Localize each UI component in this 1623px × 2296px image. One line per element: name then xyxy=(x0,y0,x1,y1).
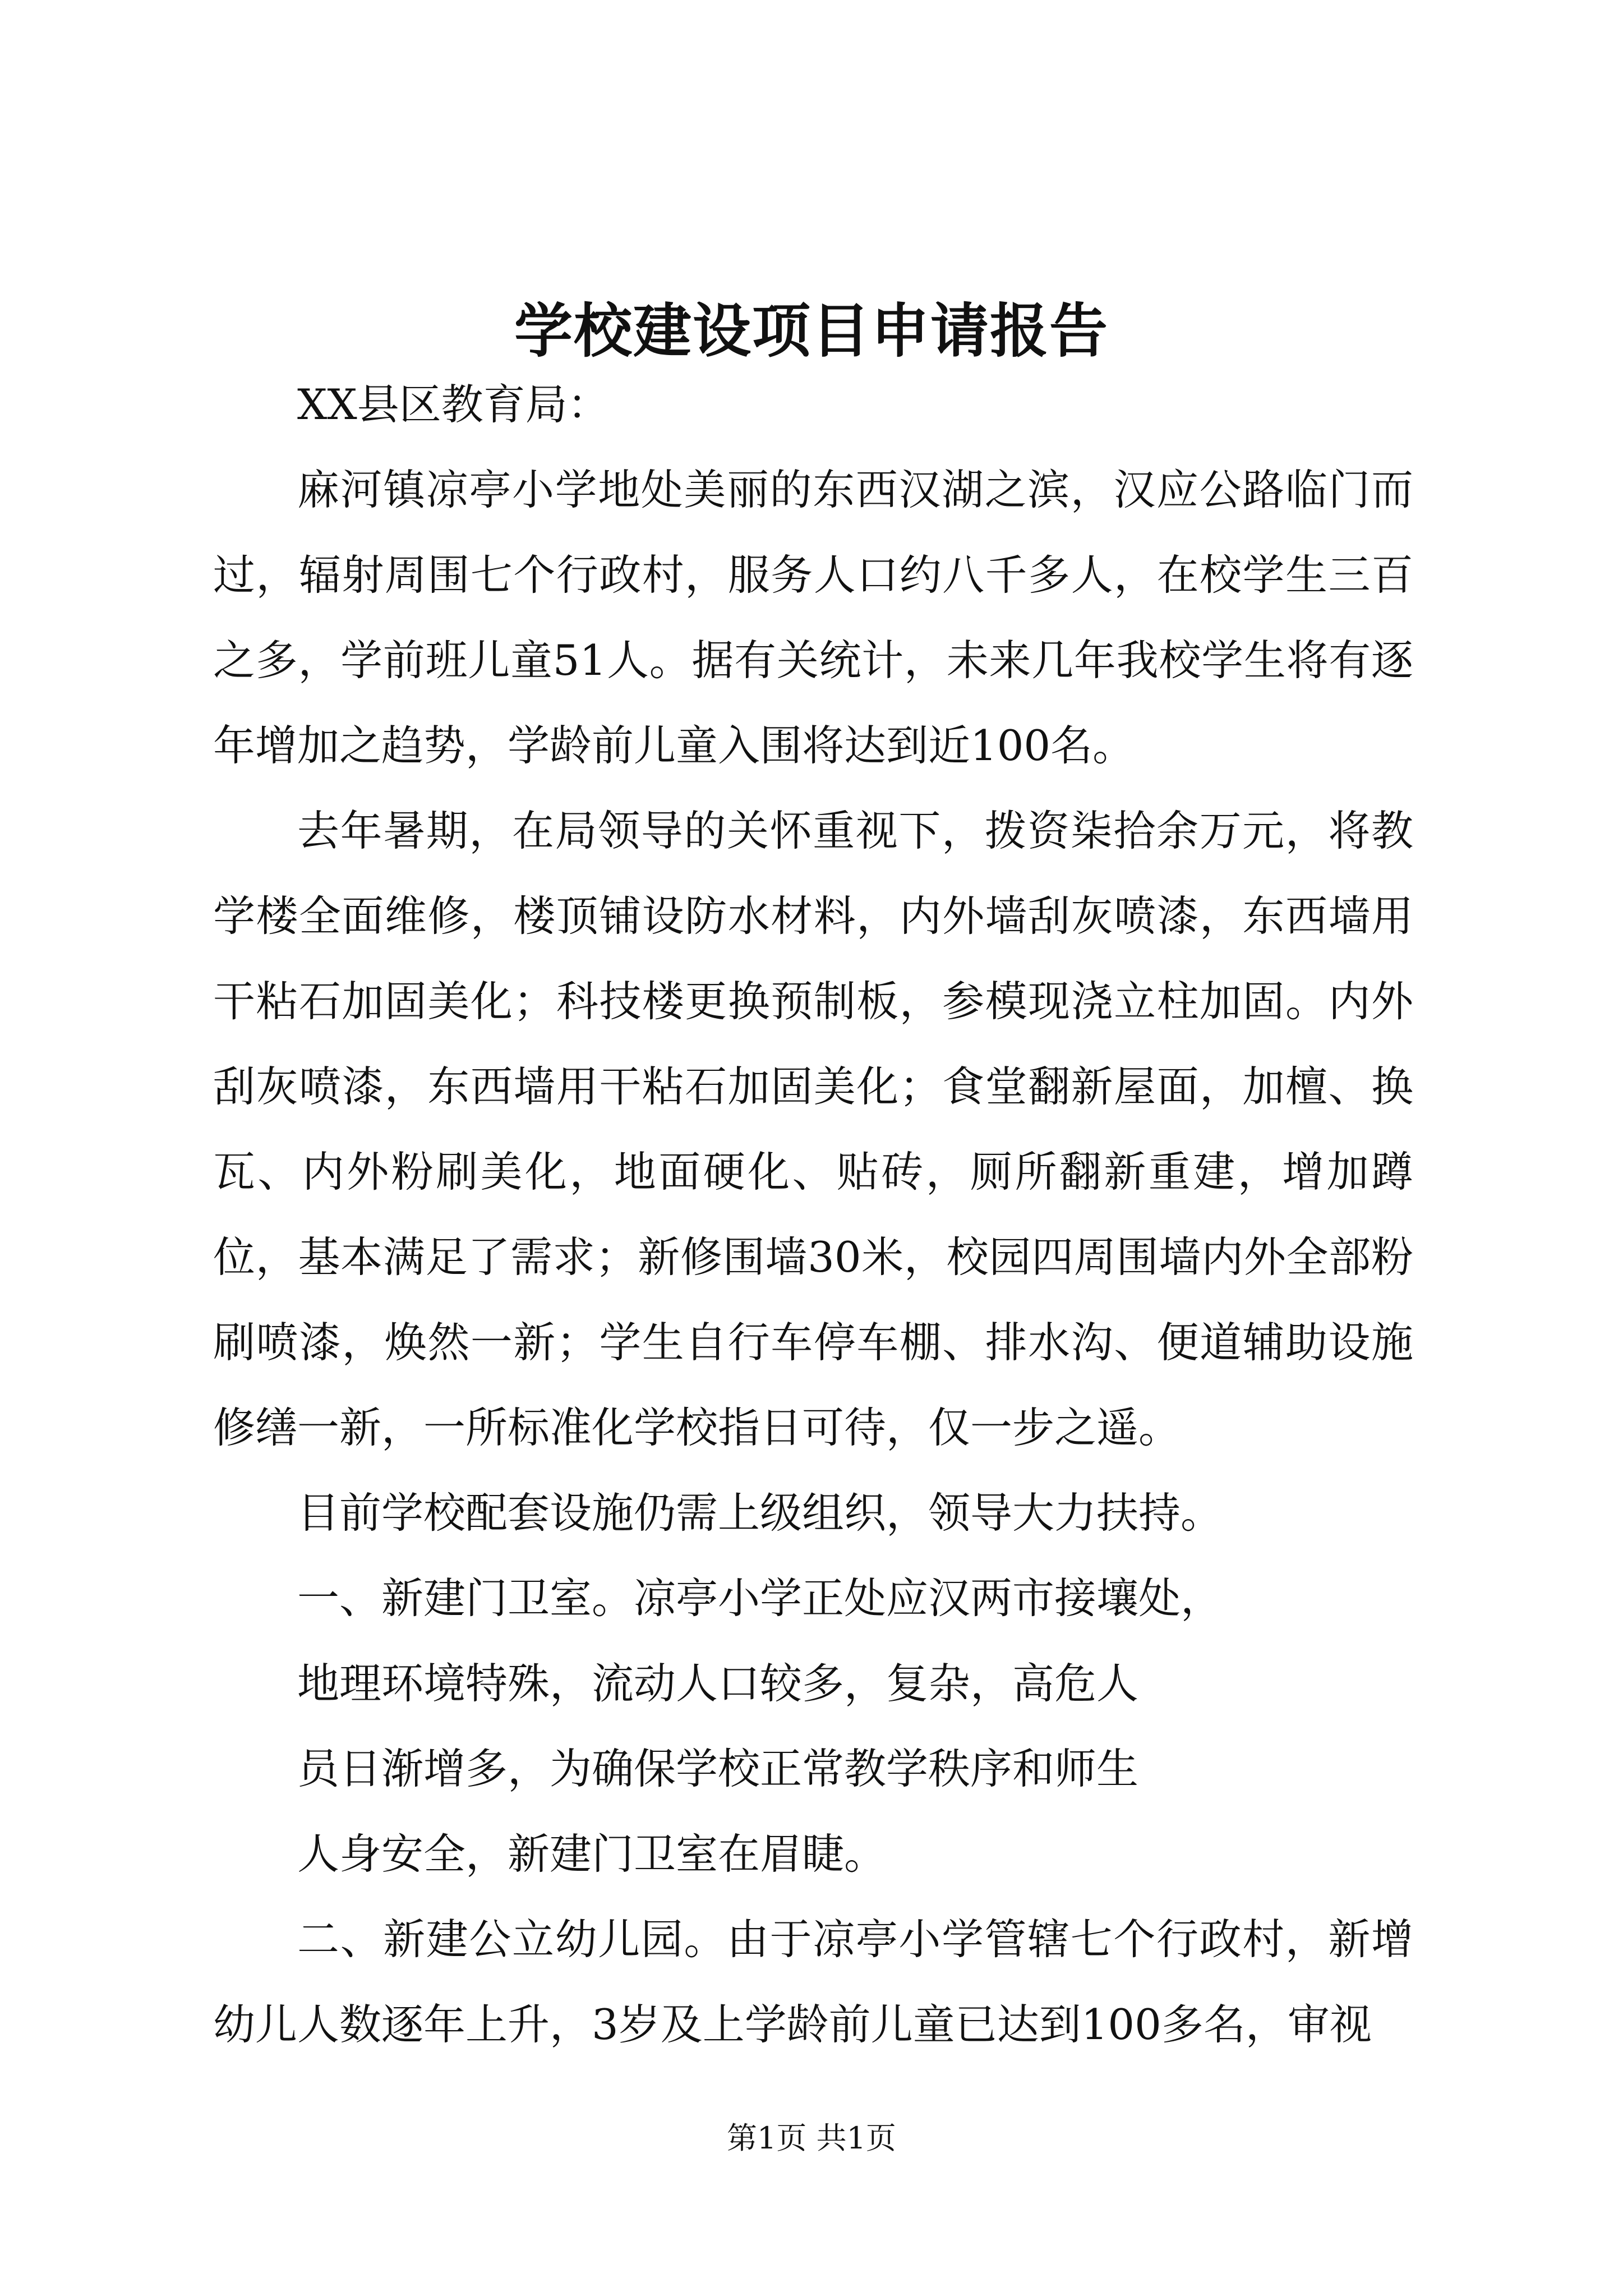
item-one-line-1: 一、新建门卫室。凉亭小学正处应汉两市接壤处， xyxy=(297,1573,1223,1623)
item-one-line-2: 地理环境特殊，流动人口较多，复杂，高危人 xyxy=(297,1659,1139,1708)
document-title: 学校建设项目申请报告 xyxy=(514,296,1109,365)
item-one-line-3: 员日渐增多，为确保学校正常教学秩序和师生 xyxy=(297,1744,1139,1793)
item-two-paragraph: 二、新建公立幼儿园。由于凉亭小学管辖七个行政村，新增幼儿人数逐年上升，3岁及上学龄前儿童已达到100多名，审视 xyxy=(213,1915,1413,2049)
paragraph-2: 去年暑期，在局领导的关怀重视下，拨资柒拾余万元，将教学楼全面维修，楼顶铺设防水材料，内外墙刮灰喷漆，东西墙用干粘石加固美化；科技楼更换预制板，参模现浇立柱加固。内外刮灰喷漆，东西墙用干粘石加固美化；食堂翻新屋面，加檀、换瓦、内外粉刷美化，地面硬化、贴砖，厕所翻新重建，增加蹲位，基本满足了需求；新修围墙30米，校园四周围墙内外全部粉刷喷漆，焕然一新；学生自行车停车棚、排水沟、便道辅助设施修缮一新，一所标准化学校指日可待，仅一步之遥。 xyxy=(213,806,1413,1452)
salutation: XX县区教育局： xyxy=(297,380,610,429)
item-one-line-4: 人身安全，新建门卫室在眉睫。 xyxy=(297,1829,887,1879)
paragraph-3: 目前学校配套设施仍需上级组织，领导大力扶持。 xyxy=(297,1488,1223,1538)
document-body xyxy=(213,362,1413,2067)
paragraph-1: 麻河镇凉亭小学地处美丽的东西汉湖之滨，汉应公路临门而过，辐射周围七个行政村，服务人口约八千多人，在校学生三百之多，学前班儿童51人。据有关统计，未来几年我校学生将有逐年增加之趋势，学龄前儿童入围将达到近100名。 xyxy=(213,465,1413,770)
page-footer: 第1页 共1页 xyxy=(727,2120,896,2156)
